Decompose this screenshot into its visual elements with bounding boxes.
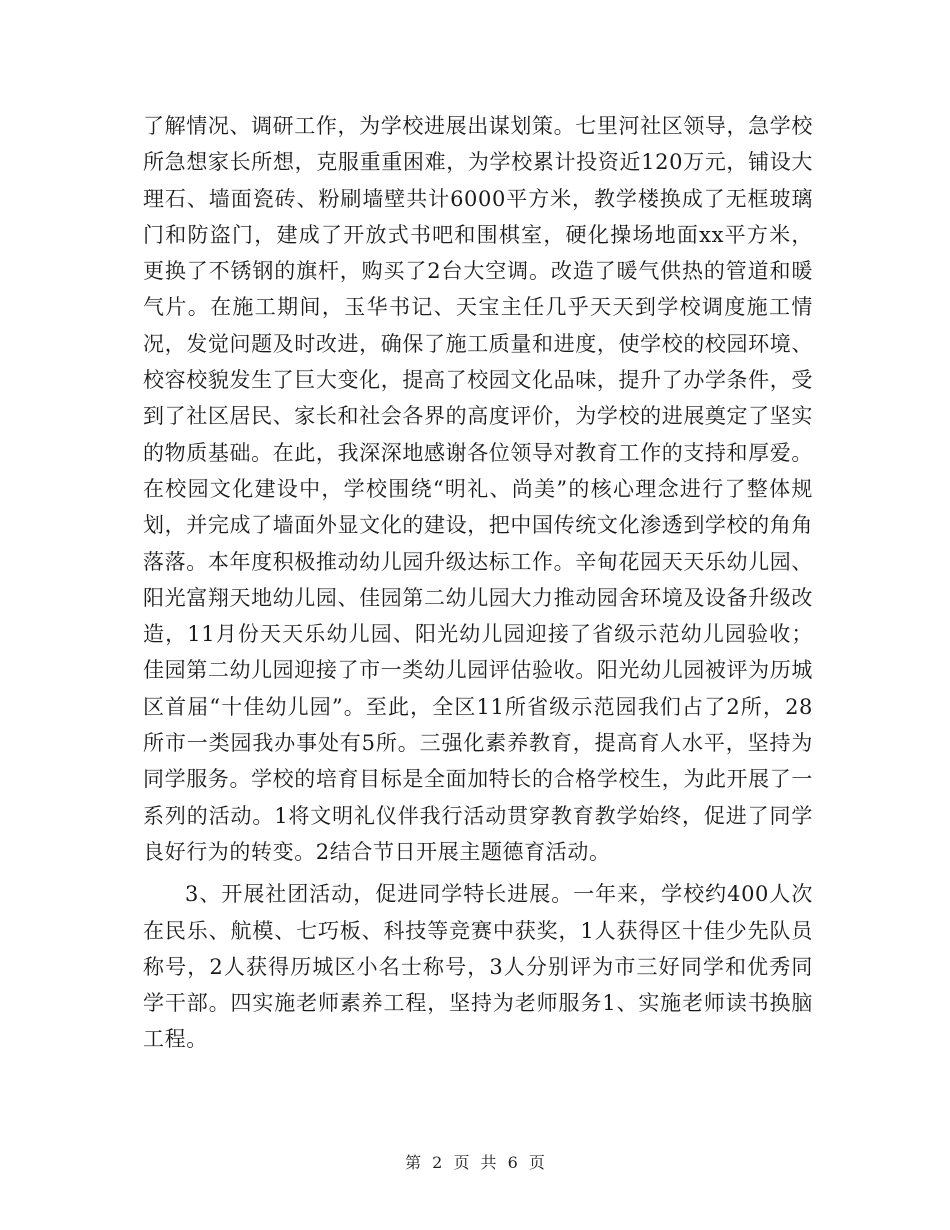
document-body — [143, 108, 813, 1058]
paragraph-1: 了解情况、调研工作，为学校进展出谋划策。七里河社区领导，急学校所急想家长所想，克服重重困难，为学校累计投资近120万元，铺设大理石、墙面瓷砖、粉刷墙壁共计6000平方米，教学楼换成了无框玻璃门和防盗门，建成了开放式书吧和围棋室，硬化操场地面xx平方米，更换了不锈钢的旗杆，购买了2台大空调。改造了暖气供热的管道和暖气片。在施工期间，玉华书记、天宝主任几乎天天到学校调度施工情况，发觉问题及时改进，确保了施工质量和进度，使学校的校园环境、校容校貌发生了巨大变化，提高了校园文化品味，提升了办学条件，受到了社区居民、家长和社会各界的高度评价，为学校的进展奠定了坚实的物质基础。在此，我深深地感谢各位领导对教育工作的支持和厚爱。在校园文化建设中，学校围绕“明礼、尚美”的核心理念进行了整体规划，并完成了墙面外显文化的建设，把中国传统文化渗透到学校的角角落落。本年度积极推动幼儿园升级达标工作。辛甸花园天天乐幼儿园、阳光富翔天地幼儿园、佳园第二幼儿园大力推动园舍环境及设备升级改造，11月份天天乐幼儿园、阳光幼儿园迎接了省级示范幼儿园验收；佳园第二幼儿园迎接了市一类幼儿园评估验收。阳光幼儿园被评为历城区首届“十佳幼儿园”。至此，全区11所省级示范园我们占了2所，28所市一类园我办事处有5所。三强化素养教育，提高育人水平，坚持为同学服务。学校的培育目标是全面加特长的合格学校生，为此开展了一系列的活动。1将文明礼仪伴我行活动贯穿教育教学始终，促进了同学良好行为的转变。2结合节日开展主题德育活动。 — [143, 114, 813, 864]
paragraph-2: 3、开展社团活动，促进同学特长进展。一年来，学校约400人次在民乐、航模、七巧板、科技等竞赛中获奖，1人获得区十佳少先队员称号，2人获得历城区小名士称号，3人分别评为市三好同学和优秀同学干部。四实施老师素养工程，坚持为老师服务1、实施老师读书换脑工程。 — [143, 882, 813, 1052]
page-footer: 第 2 页 共 6 页 — [405, 1153, 545, 1172]
